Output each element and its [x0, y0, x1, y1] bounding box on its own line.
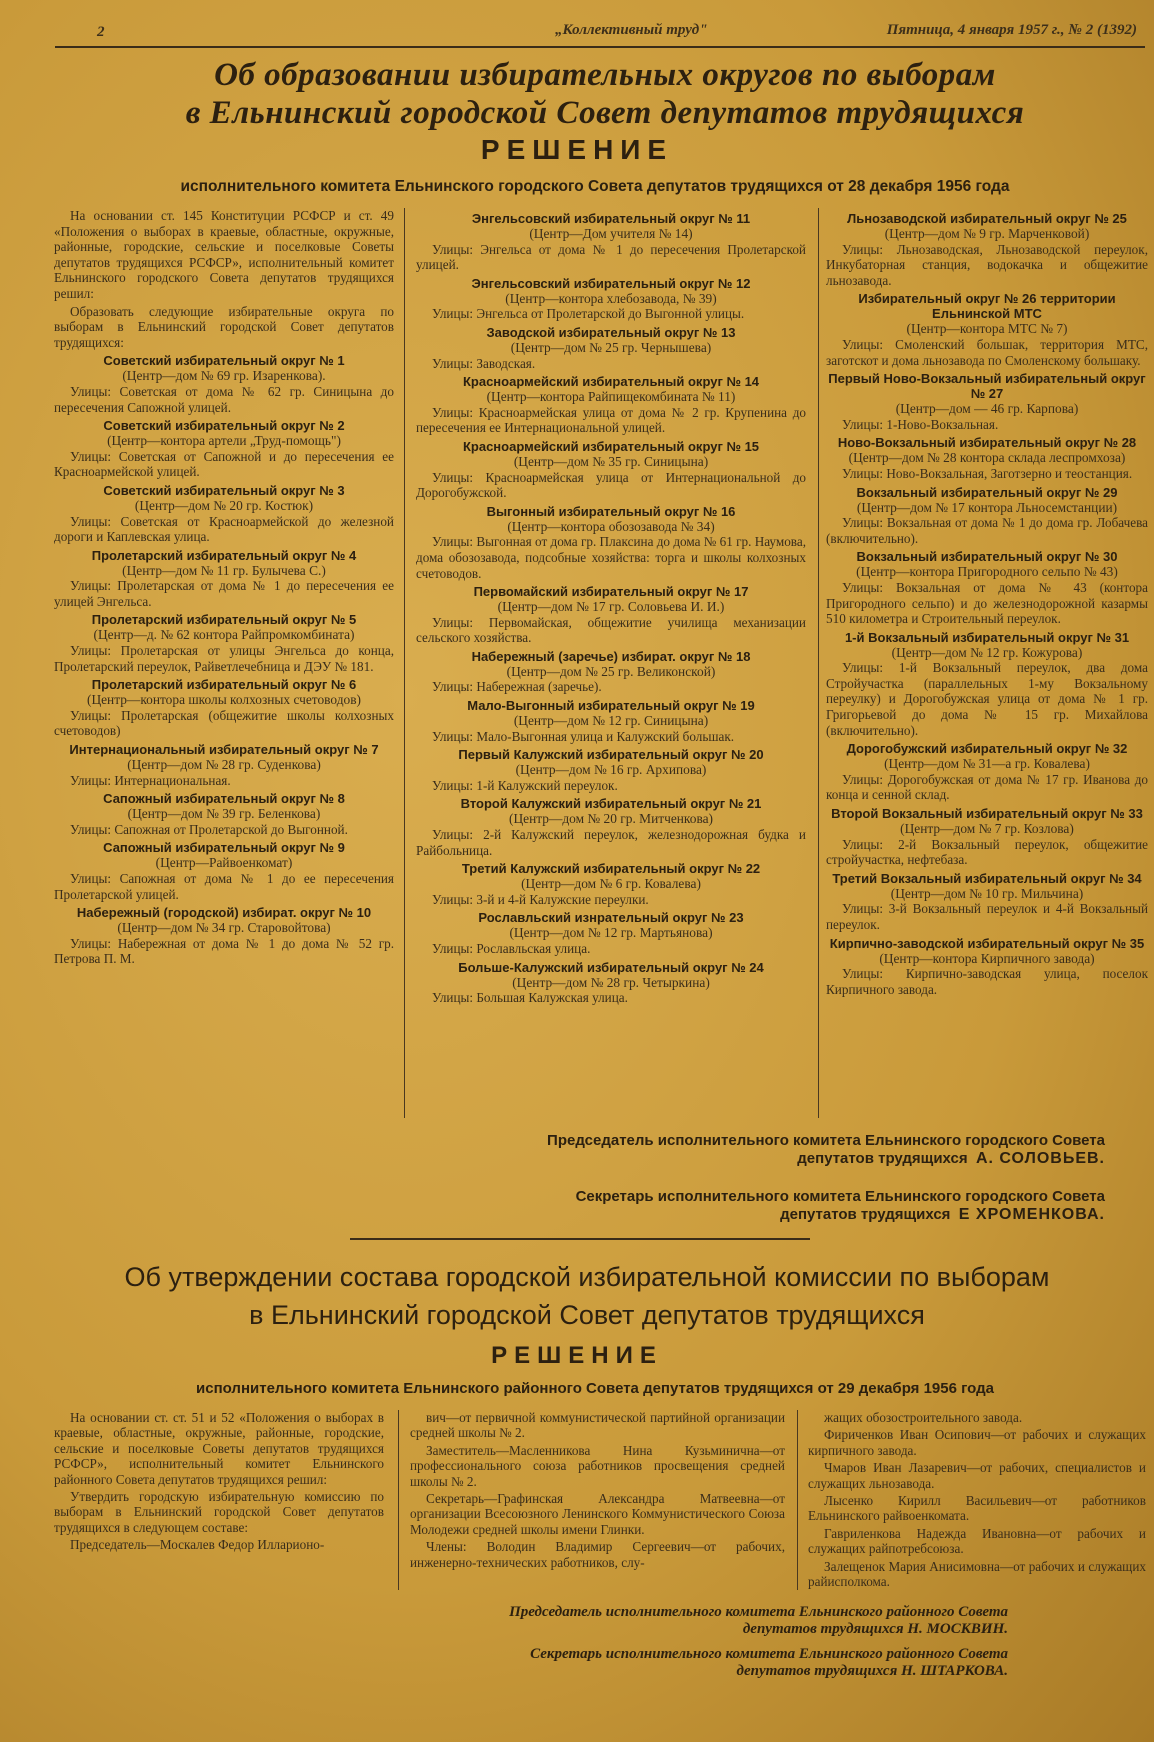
- district-entry: [826, 549, 1148, 626]
- district-heading: Пролетарский избирательный округ № 4: [91, 547, 357, 563]
- district-streets: Улицы: Энгельса от Пролетарской до Выгонной улицы.: [432, 306, 745, 322]
- district-streets: Улицы: Пролетарская от дома № 1 до пересечения ее улицей Энгельса.: [54, 578, 394, 609]
- district-entry: [54, 418, 394, 480]
- column-divider: [818, 208, 819, 1118]
- district-center: (Центр—дом № 7 гр. Козлова): [900, 821, 1074, 837]
- article2-subtitle: исполнительного комитета Ельнинского районного Совета депутатов трудящихся от 29 декабря 1956 года: [196, 1380, 994, 1397]
- article1-title-line1: Об образовании избирательных округов по выборам: [214, 57, 996, 93]
- column-divider: [797, 1410, 798, 1590]
- article1-title-line2: в Ельнинский городской Совет депутатов трудящихся: [185, 95, 1025, 131]
- district-entry: [826, 291, 1148, 368]
- newspaper-header: [55, 18, 1145, 48]
- newspaper-name: „Коллективный труд": [555, 22, 708, 38]
- article1-intro2: Образовать следующие избирательные округа по выборам в Ельнинский городской Совет депутатов трудящихся:: [54, 303, 394, 350]
- district-streets: Улицы: 3-й и 4-й Калужские переулки.: [432, 891, 649, 907]
- issue-date: Пятница, 4 января 1957 г., № 2 (1392): [886, 22, 1137, 38]
- signature-name: Н. ШТАРКОВА.: [901, 1663, 1008, 1679]
- district-streets: Улицы: Набережная от дома № 1 до дома № 52 гр. Петрова П. М.: [54, 935, 394, 967]
- district-center: (Центр—дом № 25 гр. Великонской): [506, 663, 716, 679]
- district-heading: Первый Ново-Вокзальный избирательный округ № 27: [828, 371, 1146, 402]
- district-center: (Центр—дом № 17 контора Льносемстанции): [856, 499, 1118, 515]
- district-center: (Центр—контора артели „Труд-помощь"): [107, 433, 341, 449]
- district-heading: Больше-Калужский избирательный округ № 24: [458, 959, 764, 975]
- page-number: 2: [97, 24, 105, 40]
- district-streets: Улицы: 1-й Вокзальный переулок, два дома Стройучастка (параллельных 1-му Вокзальному переулку) и Дорогобужская улица от дома № 1 гр. Григорьевой до дома № 15 гр. Михайлова (включительно).: [826, 660, 1148, 738]
- district-entry: [826, 871, 1148, 933]
- district-streets: Улицы: Пролетарская от улицы Энгельса до конца, Пролетарский переулок, Райветлечебница и ДЭУ № 181.: [54, 643, 394, 674]
- district-streets: Улицы: Советская от Сапожной и до пересечения ее Красноармейской улицей.: [54, 448, 394, 480]
- article1-intro: На основании ст. 145 Конституции РСФСР и ст. 49 «Положения о выборах в краевые, областные, окружные, районные, городские, сельские и поселковые Советы депутатов трудящихся РСФСР», исполнительный комитет Ельнинского городского Совета депутатов трудящихся решил:: [54, 208, 394, 301]
- signature-title: Секретарь исполнительного комитета Ельнинского районного Совета: [530, 1646, 1008, 1662]
- district-heading: Энгельсовский избирательный округ № 11: [471, 211, 751, 226]
- signature-name: Н. МОСКВИН.: [907, 1621, 1008, 1637]
- district-center: (Центр—д. № 62 контора Райпромкомбината): [93, 627, 355, 643]
- article2-text: Члены: Володин Владимир Сергеевич—от рабочих, инженерно-технических работников, слу-: [410, 1539, 785, 1570]
- district-streets: Улицы: Сапожная от дома № 1 до ее пересечения Пролетарской улицей.: [54, 871, 394, 902]
- district-heading: Вокзальный избирательный округ № 29: [856, 484, 1118, 500]
- district-center: (Центр—дом — 46 гр. Карпова): [895, 401, 1079, 417]
- district-streets: Улицы: Большая Калужская улица.: [432, 990, 628, 1006]
- district-entry: [54, 548, 394, 610]
- district-center: (Центр—Дом учителя № 14): [529, 226, 693, 241]
- district-entry: [416, 439, 806, 501]
- article2-text: На основании ст. ст. 51 и 52 «Положения о выборах в краевые, областные, окружные, районные, городские, сельские и поселковые Советы депутатов трудящихся РСФСР», исполнительный комитет Ельнинского районного Совета депутатов трудящихся решил:: [54, 1410, 384, 1487]
- article2-column-2: [410, 1410, 785, 1572]
- district-entry: [416, 747, 806, 793]
- district-entry: [54, 840, 394, 902]
- district-entry: [826, 936, 1148, 998]
- district-entry: [416, 910, 806, 956]
- district-streets: Улицы: Рославльская улица.: [432, 941, 591, 956]
- district-heading: Интернациональный избирательный округ № 7: [69, 742, 379, 758]
- article2-text: Залещенок Мария Анисимовна—от рабочих и служащих райисполкома.: [808, 1558, 1146, 1590]
- district-center: (Центр—дом № 9 гр. Марченковой): [884, 226, 1090, 241]
- district-heading: Красноармейский избирательный округ № 14: [462, 374, 760, 390]
- district-entry: [826, 435, 1148, 481]
- district-streets: Улицы: 2-й Вокзальный переулок, общежитие стройучастка, нефтебаза.: [826, 836, 1148, 868]
- article1-secretary-signature: [300, 1188, 1105, 1224]
- district-center: (Центр—дом № 6 гр. Ковалева): [521, 876, 701, 892]
- article1-subtitle: исполнительного комитета Ельнинского городского Совета депутатов трудящихся от 28 декабря 1956 года: [180, 178, 1010, 195]
- district-heading: Сапожный избирательный округ № 9: [103, 840, 345, 856]
- district-heading: Выгонный избирательный округ № 16: [486, 503, 736, 519]
- district-heading: Рославльский изнрательный округ № 23: [478, 910, 744, 926]
- signature-name: Е ХРОМЕНКОВА.: [958, 1206, 1105, 1223]
- district-streets: Улицы: Выгонная от дома гр. Плаксина до дома № 61 гр. Наумова, дома обозозавода, подсобные хозяйства: торга и школы колхозных счетоводов.: [416, 534, 806, 581]
- signature-title: Председатель исполнительного комитета Ельнинского районного Совета: [509, 1604, 1008, 1620]
- article2-title: [20, 1258, 1154, 1334]
- district-heading: Второй Калужский избирательный округ № 21: [460, 796, 762, 812]
- district-heading: Пролетарский избирательный округ № 6: [91, 677, 357, 693]
- article2-text: Заместитель—Масленникова Нина Кузьминична—от профессионального союза работников просвещения средней школы № 2.: [410, 1442, 785, 1489]
- signature-role: депутатов трудящихся: [742, 1621, 904, 1637]
- article1-decision-heading: РЕШЕНИЕ: [480, 134, 674, 165]
- district-center: (Центр—дом № 20 гр. Митченкова): [509, 811, 713, 827]
- district-center: (Центр—дом № 28 гр. Четыркина): [512, 974, 710, 990]
- district-entry: [416, 211, 806, 273]
- district-center: (Центр—контора Пригородного сельпо № 43): [856, 564, 1118, 580]
- article2-text: Фириченков Иван Осипович—от рабочих и служащих кирпичного завода.: [808, 1427, 1146, 1458]
- district-entry: [54, 483, 394, 545]
- district-center: (Центр—дом № 69 гр. Изаренкова).: [122, 368, 326, 384]
- district-streets: Улицы: 1-Ново-Вокзальная.: [842, 416, 999, 432]
- district-center: (Центр—контора Райпищекомбината № 11): [486, 389, 736, 405]
- article2-text: Чмаров Иван Лазаревич—от рабочих, специалистов и служащих льнозавода.: [808, 1460, 1146, 1491]
- district-streets: Улицы: Красноармейская улица от Интернациональной до Дорогобужской.: [416, 469, 806, 501]
- article-separator: [350, 1238, 810, 1240]
- column-divider: [398, 1410, 399, 1590]
- article2-text: Лысенко Кирилл Васильевич—от работников Ельнинского райвоенкомата.: [808, 1493, 1146, 1524]
- district-entry: [416, 584, 806, 646]
- district-heading: Дорогобужский избирательный округ № 32: [846, 741, 1128, 757]
- district-entry: [54, 353, 394, 415]
- district-center: (Центр—дом № 25 гр. Чернышева): [510, 339, 712, 355]
- district-center: (Центр—дом № 10 гр. Мильчина): [890, 885, 1084, 901]
- district-streets: Улицы: Первомайская, общежитие училища механизации сельского хозяйства.: [416, 614, 806, 646]
- district-entry: [416, 276, 806, 322]
- district-streets: Улицы: Ново-Вокзальная, Заготзерно и теостанция.: [842, 465, 1133, 481]
- signature-role: депутатов трудящихся: [797, 1150, 968, 1167]
- district-entry: [416, 960, 806, 1006]
- article2-text: Гавриленкова Надежда Ивановна—от рабочих и служащих райпотребсоюза.: [808, 1525, 1146, 1557]
- district-streets: Улицы: Сапожная от Пролетарской до Выгонной.: [70, 821, 348, 837]
- article2-column-3: [808, 1410, 1146, 1591]
- article2-chairman-signature: [300, 1604, 1008, 1638]
- article1-column-2: [416, 208, 806, 1008]
- signature-role: депутатов трудящихся: [736, 1663, 898, 1679]
- district-streets: Улицы: Пролетарская (общежитие школы колхозных счетоводов): [54, 707, 394, 739]
- district-streets: Улицы: Дорогобужская от дома № 17 гр. Иванова до конца и сенной склад.: [826, 771, 1148, 803]
- district-center: (Центр—дом № 39 гр. Беленкова): [127, 806, 321, 822]
- district-streets: Улицы: Вокзальная от дома № 1 до дома гр. Лобачева (включительно).: [826, 515, 1148, 546]
- district-streets: Улицы: Советская от Красноармейской до железной дороги и Каплевская улица.: [54, 513, 394, 545]
- article2-title-line1: Об утверждении состава городской избирательной комиссии по выборам: [124, 1262, 1050, 1292]
- district-heading: Пролетарский избирательный округ № 5: [91, 612, 357, 628]
- district-entry: [826, 806, 1148, 868]
- district-heading: Советский избирательный округ № 2: [103, 418, 345, 434]
- district-heading: Вокзальный избирательный округ № 30: [856, 549, 1118, 565]
- district-heading: Набережный (заречье) избират. округ № 18: [471, 648, 751, 664]
- district-center: (Центр—дом № 28 гр. Суденкова): [127, 757, 321, 773]
- district-heading: Заводской избирательный округ № 13: [486, 324, 736, 340]
- district-entry: [826, 630, 1148, 739]
- district-center: (Центр—дом № 12 гр. Мартьянова): [509, 925, 713, 941]
- district-center: (Центр—контора Кирпичного завода): [879, 950, 1095, 966]
- district-entry: [826, 485, 1148, 547]
- article2-decision-heading: РЕШЕНИЕ: [491, 1342, 663, 1369]
- district-center: (Центр—контора школы колхозных счетоводов): [86, 692, 362, 708]
- district-heading: Первомайский избирательный округ № 17: [473, 584, 749, 600]
- district-heading: Третий Вокзальный избирательный округ № 34: [832, 870, 1142, 886]
- district-center: (Центр—контора обозозавода № 34): [507, 518, 715, 534]
- district-heading: Советский избирательный округ № 3: [103, 482, 345, 498]
- district-entry: [54, 612, 394, 674]
- district-streets: Улицы: Набережная (заречье).: [432, 679, 602, 695]
- signature-title: Председатель исполнительного комитета Ельнинского городского Совета: [547, 1132, 1105, 1149]
- district-streets: Улицы: Смоленский большак, территория МТС, заготскот и дома льнозавода по Смоленскому большаку.: [826, 336, 1148, 368]
- district-streets: Улицы: Мало-Выгонная улица и Калужский большак.: [432, 728, 735, 744]
- district-entry: [54, 791, 394, 837]
- district-center: (Центр—дом № 20 гр. Костюк): [134, 497, 314, 513]
- district-center: (Центр—контора МТС № 7): [906, 321, 1068, 337]
- article2-text: Председатель—Москалев Федор Илларионо-: [70, 1537, 325, 1553]
- district-entry: [416, 796, 806, 858]
- district-entry: [54, 742, 394, 788]
- district-streets: Улицы: Льнозаводская, Льнозаводской переулок, Инкубаторная станция, водокачка и общежитие льнозавода.: [826, 241, 1148, 288]
- district-streets: Улицы: 3-й Вокзальный переулок и 4-й Вокзальный переулок.: [826, 901, 1148, 932]
- district-streets: Улицы: Красноармейская улица от дома № 2 гр. Крупенина до пересечения ее Интернациональной улицей.: [416, 404, 806, 436]
- district-center: (Центр—дом № 28 контора склада леспромхоза): [848, 450, 1126, 466]
- district-center: (Центр—дом № 31—а гр. Ковалева): [884, 756, 1090, 772]
- district-heading: Сапожный избирательный округ № 8: [103, 791, 345, 807]
- signature-role: депутатов трудящихся: [780, 1206, 951, 1223]
- district-entry: [54, 677, 394, 739]
- district-center: (Центр—дом № 17 гр. Соловьева И. И.): [497, 599, 725, 615]
- district-streets: Улицы: Советская от дома № 62 гр. Синицына до пересечения Сапожной улицей.: [54, 383, 394, 415]
- article1-chairman-signature: [300, 1132, 1105, 1168]
- district-heading: Льнозаводской избирательный округ № 25: [847, 211, 1127, 226]
- district-entry: [826, 371, 1148, 432]
- article2-column-1: [54, 1410, 384, 1555]
- district-center: (Центр—дом № 16 гр. Архипова): [515, 762, 707, 778]
- district-streets: Улицы: 1-й Калужский переулок.: [432, 777, 618, 793]
- district-heading: Энгельсовский избирательный округ № 12: [471, 275, 751, 291]
- district-streets: Улицы: Кирпично-заводская улица, поселок Кирпичного завода.: [826, 966, 1148, 997]
- district-heading: Кирпично-заводской избирательный округ № 35: [829, 935, 1145, 951]
- district-heading: Красноармейский избирательный округ № 15: [462, 438, 760, 454]
- district-entry: [54, 905, 394, 967]
- district-streets: Улицы: 2-й Калужский переулок, железнодорожная будка и Райбольница.: [416, 827, 806, 858]
- district-streets: Улицы: Энгельса от дома № 1 до пересечения Пролетарской улицей.: [416, 241, 806, 273]
- article1-column-1: [54, 208, 394, 969]
- district-entry: [416, 698, 806, 744]
- district-heading: 1-й Вокзальный избирательный округ № 31: [844, 629, 1130, 645]
- district-heading: Первый Калужский избирательный округ № 20: [458, 747, 764, 763]
- district-entry: [416, 649, 806, 695]
- district-heading: Третий Калужский избирательный округ № 22: [461, 861, 761, 877]
- district-streets: Улицы: Заводская.: [432, 355, 536, 371]
- article2-text: жащих обозостроительного завода.: [824, 1410, 1023, 1425]
- district-heading: Ново-Вокзальный избирательный округ № 28: [837, 435, 1137, 451]
- district-heading: Второй Вокзальный избирательный округ № 33: [831, 806, 1143, 822]
- district-entry: [416, 504, 806, 581]
- article1-title: [60, 56, 1150, 132]
- district-center: (Центр—дом № 12 гр. Кожурова): [891, 644, 1083, 660]
- article2-text: Утвердить городскую избирательную комиссию по выборам в Ельнинский городской Совет депутатов трудящихся в следующем составе:: [54, 1489, 384, 1535]
- district-streets: Улицы: Интернациональная.: [70, 772, 231, 788]
- district-center: (Центр—контора хлебозавода, № 39): [505, 290, 717, 306]
- district-entry: [416, 325, 806, 371]
- article2-text: Секретарь—Графинская Александра Матвеевна—от организации Всесоюзного Ленинского Коммунистического Союза Молодежи средней школы имени Глинки.: [410, 1491, 785, 1537]
- district-center: (Центр—дом № 12 гр. Синицына): [513, 713, 709, 729]
- article2-secretary-signature: [300, 1646, 1008, 1680]
- district-entry: [826, 211, 1148, 288]
- signature-title: Секретарь исполнительного комитета Ельнинского городского Совета: [575, 1188, 1105, 1205]
- district-heading: Советский избирательный округ № 1: [103, 353, 345, 369]
- district-heading: Избирательный округ № 26 территории Ельнинской МТС: [858, 291, 1116, 322]
- district-center: (Центр—Райвоенкомат): [155, 855, 293, 871]
- district-entry: [826, 741, 1148, 803]
- district-center: (Центр—дом № 11 гр. Булычева С.): [122, 562, 326, 578]
- column-divider: [404, 208, 405, 1118]
- district-heading: Мало-Выгонный избирательный округ № 19: [467, 698, 755, 714]
- district-heading: Набережный (городской) избират. округ № 10: [76, 905, 372, 921]
- district-streets: Улицы: Вокзальная от дома № 43 (контора Пригородного сельпо) и до железнодорожной казармы 510 километра и Строительный переулок.: [826, 579, 1148, 627]
- article1-column-3: [826, 208, 1148, 999]
- article2-title-line2: в Ельнинский городской Совет депутатов трудящихся: [249, 1300, 925, 1330]
- district-center: (Центр—дом № 35 гр. Синицына): [513, 453, 709, 469]
- article2-text: вич—от первичной коммунистической партийной организации средней школы № 2.: [410, 1410, 785, 1441]
- signature-name: А. СОЛОВЬЕВ.: [975, 1150, 1105, 1167]
- district-center: (Центр—дом № 34 гр. Старовойтова): [117, 920, 331, 936]
- district-entry: [416, 374, 806, 436]
- district-entry: [416, 861, 806, 907]
